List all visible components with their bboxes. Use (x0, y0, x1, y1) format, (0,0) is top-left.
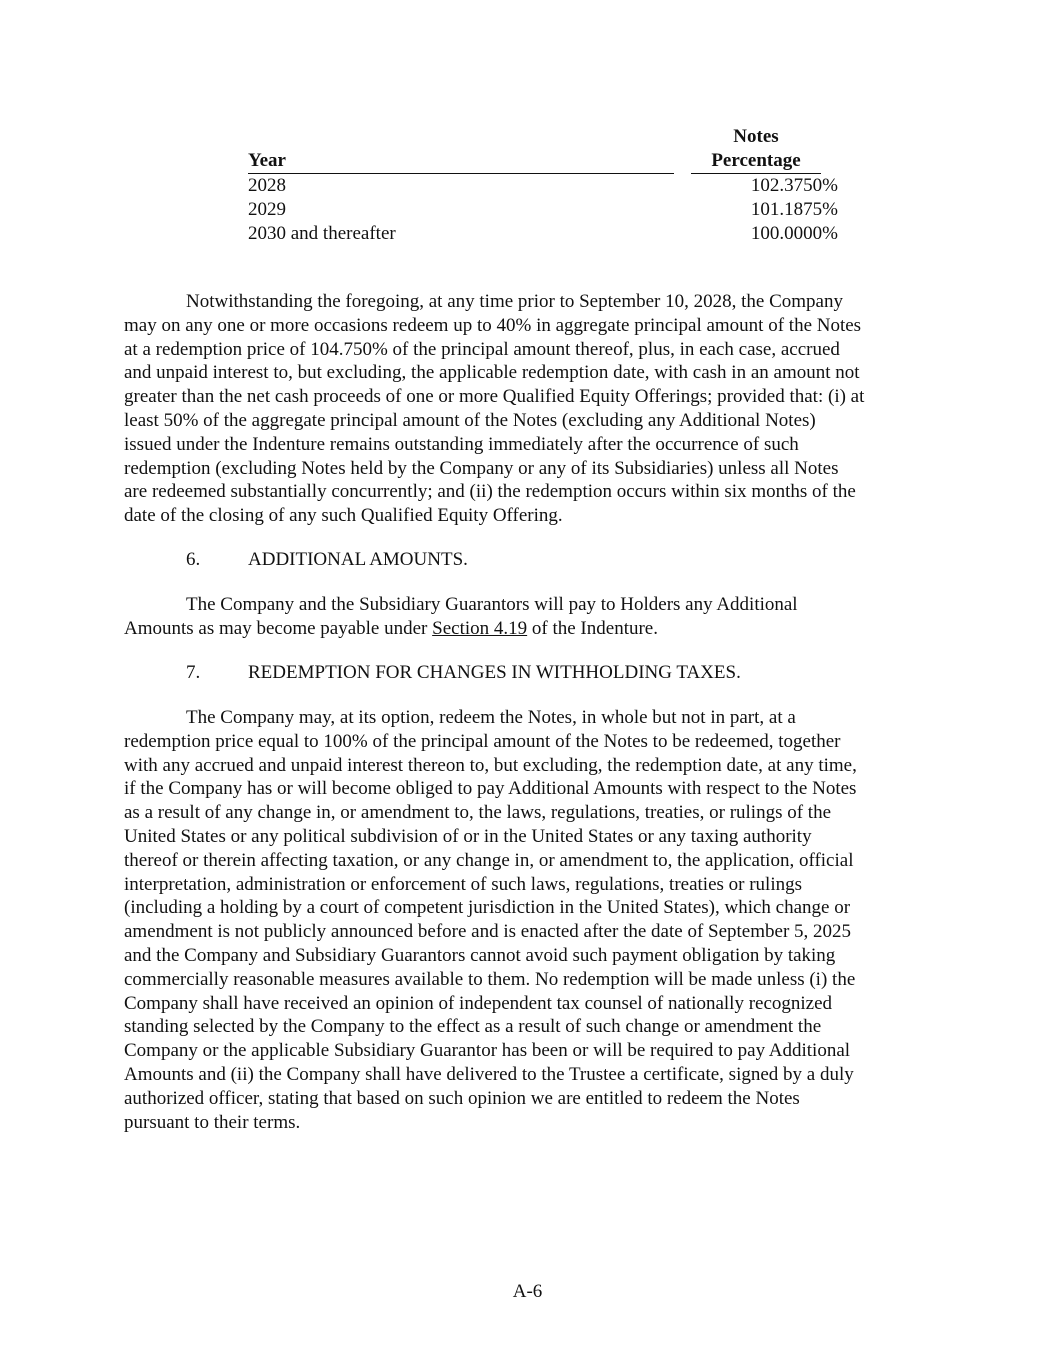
text-line: as a result of any change in, or amendment to, the laws, regulations, treaties, or rulings of the (124, 802, 832, 824)
section-6-heading (186, 548, 468, 572)
text-line: amendment is not publicly announced before and is enacted after the date of September 5, 2025 (124, 921, 852, 943)
text-line: standing selected by the Company to the effect as a result of such change or amendment the (124, 1016, 822, 1038)
page-number: A-6 (512, 1281, 543, 1302)
text-line: greater than the net cash proceeds of one or more Qualified Equity Offerings; provided that: (i) at (124, 386, 865, 408)
table-row (248, 174, 842, 198)
text-line: redemption (excluding Notes held by the Company or any of its Subsidiaries) unless all Notes (124, 457, 839, 479)
table-header (248, 124, 842, 174)
text-line: (including a holding by a court of competent jurisdiction in the United States), which change or (124, 897, 851, 919)
text-line: are redeemed substantially concurrently; and (ii) the redemption occurs within six months of the (124, 481, 856, 503)
row-percentage: 101.1875% (750, 199, 838, 220)
text-line: authorized officer, stating that based on such opinion we are entitled to redeem the Notes (124, 1087, 800, 1109)
text-line: United States or any political subdivision of or in the United States or any taxing authority (124, 825, 812, 847)
table-row (248, 198, 842, 222)
text-line: if the Company has or will become obliged to pay Additional Amounts with respect to the Notes (124, 778, 857, 800)
text-line: The Company and the Subsidiary Guarantors will pay to Holders any Additional (186, 594, 798, 615)
row-percentage: 102.3750% (750, 175, 838, 196)
text-line: least 50% of the aggregate principal amount of the Notes (excluding any Additional Notes) (124, 409, 816, 431)
text-line: commercially reasonable measures available to them. No redemption will be made unless (i) the (124, 968, 856, 990)
text-line: may on any one or more occasions redeem up to 40% in aggregate principal amount of the Notes (124, 314, 862, 336)
text-line: Notwithstanding the foregoing, at any time prior to September 10, 2028, the Company (186, 291, 843, 312)
header-year: Year (248, 149, 674, 174)
text-line: and the Company and Subsidiary Guarantors cannot avoid such payment obligation by taking (124, 944, 836, 966)
text-line: pursuant to their terms. (124, 1111, 301, 1133)
text-line: and unpaid interest to, but excluding, the applicable redemption date, with cash in an amount not (124, 362, 860, 384)
text-line (124, 617, 934, 641)
section-6-paragraph (124, 593, 934, 641)
text-line: thereof or therein affecting taxation, or any change in, or amendment to, the application, official (124, 849, 854, 871)
section-title: REDEMPTION FOR CHANGES IN WITHHOLDING TAXES. (248, 662, 741, 683)
table-row (248, 222, 842, 246)
text-line: with any accrued and unpaid interest thereon to, but excluding, the redemption date, at any time, (124, 754, 857, 776)
text-line: date of the closing of any such Qualified Equity Offering. (124, 505, 563, 527)
redemption-price-table (248, 124, 842, 246)
row-year: 2028 (248, 175, 286, 196)
section-number: 7. (186, 662, 201, 683)
equity-clawback-paragraph (124, 290, 934, 528)
text-line: Company or the applicable Subsidiary Guarantor has been or will be required to pay Additional (124, 1040, 851, 1062)
row-year: 2029 (248, 199, 286, 220)
text-fragment: Amounts as may become payable under (124, 617, 433, 639)
header-pct-line1: Notes (733, 126, 779, 147)
header-pct-line2: Percentage (711, 150, 801, 171)
text-line: interpretation, administration or enforcement of such laws, regulations, treaties or rulings (124, 873, 802, 895)
section-7-paragraph (124, 706, 934, 1134)
header-notes-percentage (691, 125, 821, 174)
text-line: Amounts and (ii) the Company shall have delivered to the Trustee a certificate, signed by a duly (124, 1063, 854, 1085)
text-line: Company shall have received an opinion of independent tax counsel of nationally recognized (124, 992, 833, 1014)
section-title: ADDITIONAL AMOUNTS. (248, 549, 468, 570)
row-percentage: 100.0000% (750, 223, 838, 244)
section-4-19-link[interactable]: Section 4.19 (432, 617, 528, 639)
text-line: The Company may, at its option, redeem the Notes, in whole but not in part, at a (186, 707, 796, 728)
text-line: at a redemption price of 104.750% of the principal amount thereof, plus, in each case, accrued (124, 338, 840, 360)
text-line: redemption price equal to 100% of the principal amount of the Notes to be redeemed, together (124, 730, 841, 752)
row-year: 2030 and thereafter (248, 223, 396, 244)
section-7-heading (186, 661, 741, 685)
text-line: issued under the Indenture remains outstanding immediately after the occurrence of such (124, 433, 799, 455)
section-number: 6. (186, 549, 201, 570)
text-fragment: of the Indenture. (527, 617, 658, 639)
